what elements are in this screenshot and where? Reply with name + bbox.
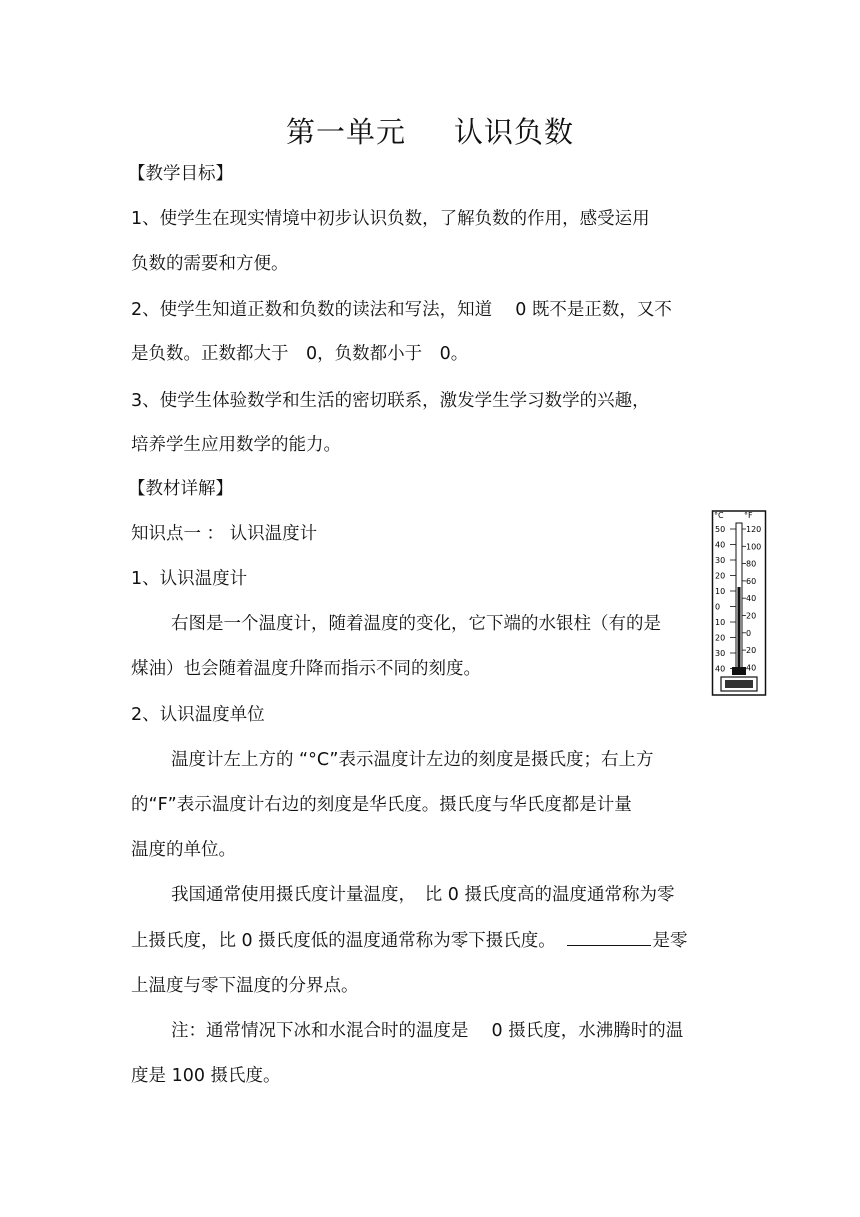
goal-2-line-2: 是负数。正数都大于 0，负数都小于 0。 (131, 344, 469, 364)
celsius-tick-label: 50 (715, 525, 726, 534)
fahrenheit-tick-label: 40 (746, 663, 757, 673)
paragraph-1-line-1: 右图是一个温度计，随着温度的变化，它下端的水银柱（有的是 (171, 614, 661, 634)
fahrenheit-tick-label: 40 (746, 594, 757, 604)
fahrenheit-tick-label: 120 (746, 525, 762, 534)
note-line-1: 注：通常情况下冰和水混合时的温度是 0 摄氏度，水沸腾时的温 (171, 1021, 684, 1041)
paragraph-3-line-2-tail: 是零 (652, 931, 688, 951)
fill-in-blank[interactable] (567, 945, 651, 946)
goal-2-line-1: 2、使学生知道正数和负数的读法和写法，知道 0 既不是正数，又不 (131, 300, 672, 320)
celsius-tick-label: 20 (715, 633, 726, 643)
paragraph-3-line-2 (131, 933, 688, 951)
fahrenheit-tick-label: 20 (746, 646, 757, 656)
subsection-2-heading: 2、认识温度单位 (131, 705, 265, 725)
celsius-unit-label: °C (714, 511, 724, 520)
celsius-tick-label: 30 (715, 556, 726, 565)
knowledge-point-heading: 知识点一 ： 认识温度计 (131, 524, 318, 544)
mercury-column (738, 587, 741, 671)
paragraph-3-line-3: 上温度与零下温度的分界点。 (131, 976, 359, 996)
goals-header: 【教学目标】 (128, 164, 233, 184)
subsection-1-heading: 1、认识温度计 (131, 569, 248, 589)
title-topic: 认识负数 (454, 115, 575, 149)
paragraph-2-line-3: 温度的单位。 (131, 840, 236, 860)
celsius-tick-label: 10 (715, 587, 726, 596)
material-header: 【教材详解】 (128, 479, 233, 499)
paragraph-3-line-2-text: 上摄氏度，比 0 摄氏度低的温度通常称为零下摄氏度。 (131, 931, 565, 951)
celsius-tick-label: 40 (715, 664, 726, 674)
fahrenheit-tick-label: 0 (746, 628, 752, 638)
celsius-tick-label: 0 (715, 602, 721, 612)
thermometer-illustration (711, 507, 767, 697)
fahrenheit-tick-label: 100 (746, 542, 762, 552)
page-title (0, 110, 860, 151)
paragraph-1-line-2: 煤油）也会随着温度升降而指示不同的刻度。 (131, 659, 481, 679)
note-line-2: 度是 100 摄氏度。 (131, 1066, 281, 1086)
celsius-tick-label: 20 (715, 571, 726, 581)
goal-1-line-1: 1、使学生在现实情境中初步认识负数，了解负数的作用，感受运用 (131, 209, 650, 229)
paragraph-2-line-2: 的“F”表示温度计右边的刻度是华氏度。摄氏度与华氏度都是计量 (131, 795, 632, 815)
title-unit: 第一单元 (285, 115, 406, 149)
celsius-tick-label: 30 (715, 649, 726, 658)
goal-3-line-1: 3、使学生体验数学和生活的密切联系，激发学生学习数学的兴趣， (131, 391, 650, 411)
celsius-tick-label: 40 (715, 540, 726, 550)
fahrenheit-tick-label: 60 (746, 576, 757, 586)
celsius-tick-label: 10 (715, 618, 726, 627)
goal-1-line-2: 负数的需要和方便。 (131, 254, 289, 274)
paragraph-2-line-1: 温度计左上方的 “°C”表示温度计左边的刻度是摄氏度；右上方 (171, 750, 654, 770)
goal-3-line-2: 培养学生应用数学的能力。 (131, 435, 341, 455)
paragraph-3-line-1: 我国通常使用摄氏度计量温度， 比 0 摄氏度高的温度通常称为零 (171, 885, 675, 905)
fahrenheit-unit-label: °F (744, 511, 753, 520)
thermometer-bulb (732, 667, 746, 675)
fahrenheit-tick-label: 20 (746, 611, 757, 621)
fahrenheit-tick-label: 80 (746, 559, 757, 569)
